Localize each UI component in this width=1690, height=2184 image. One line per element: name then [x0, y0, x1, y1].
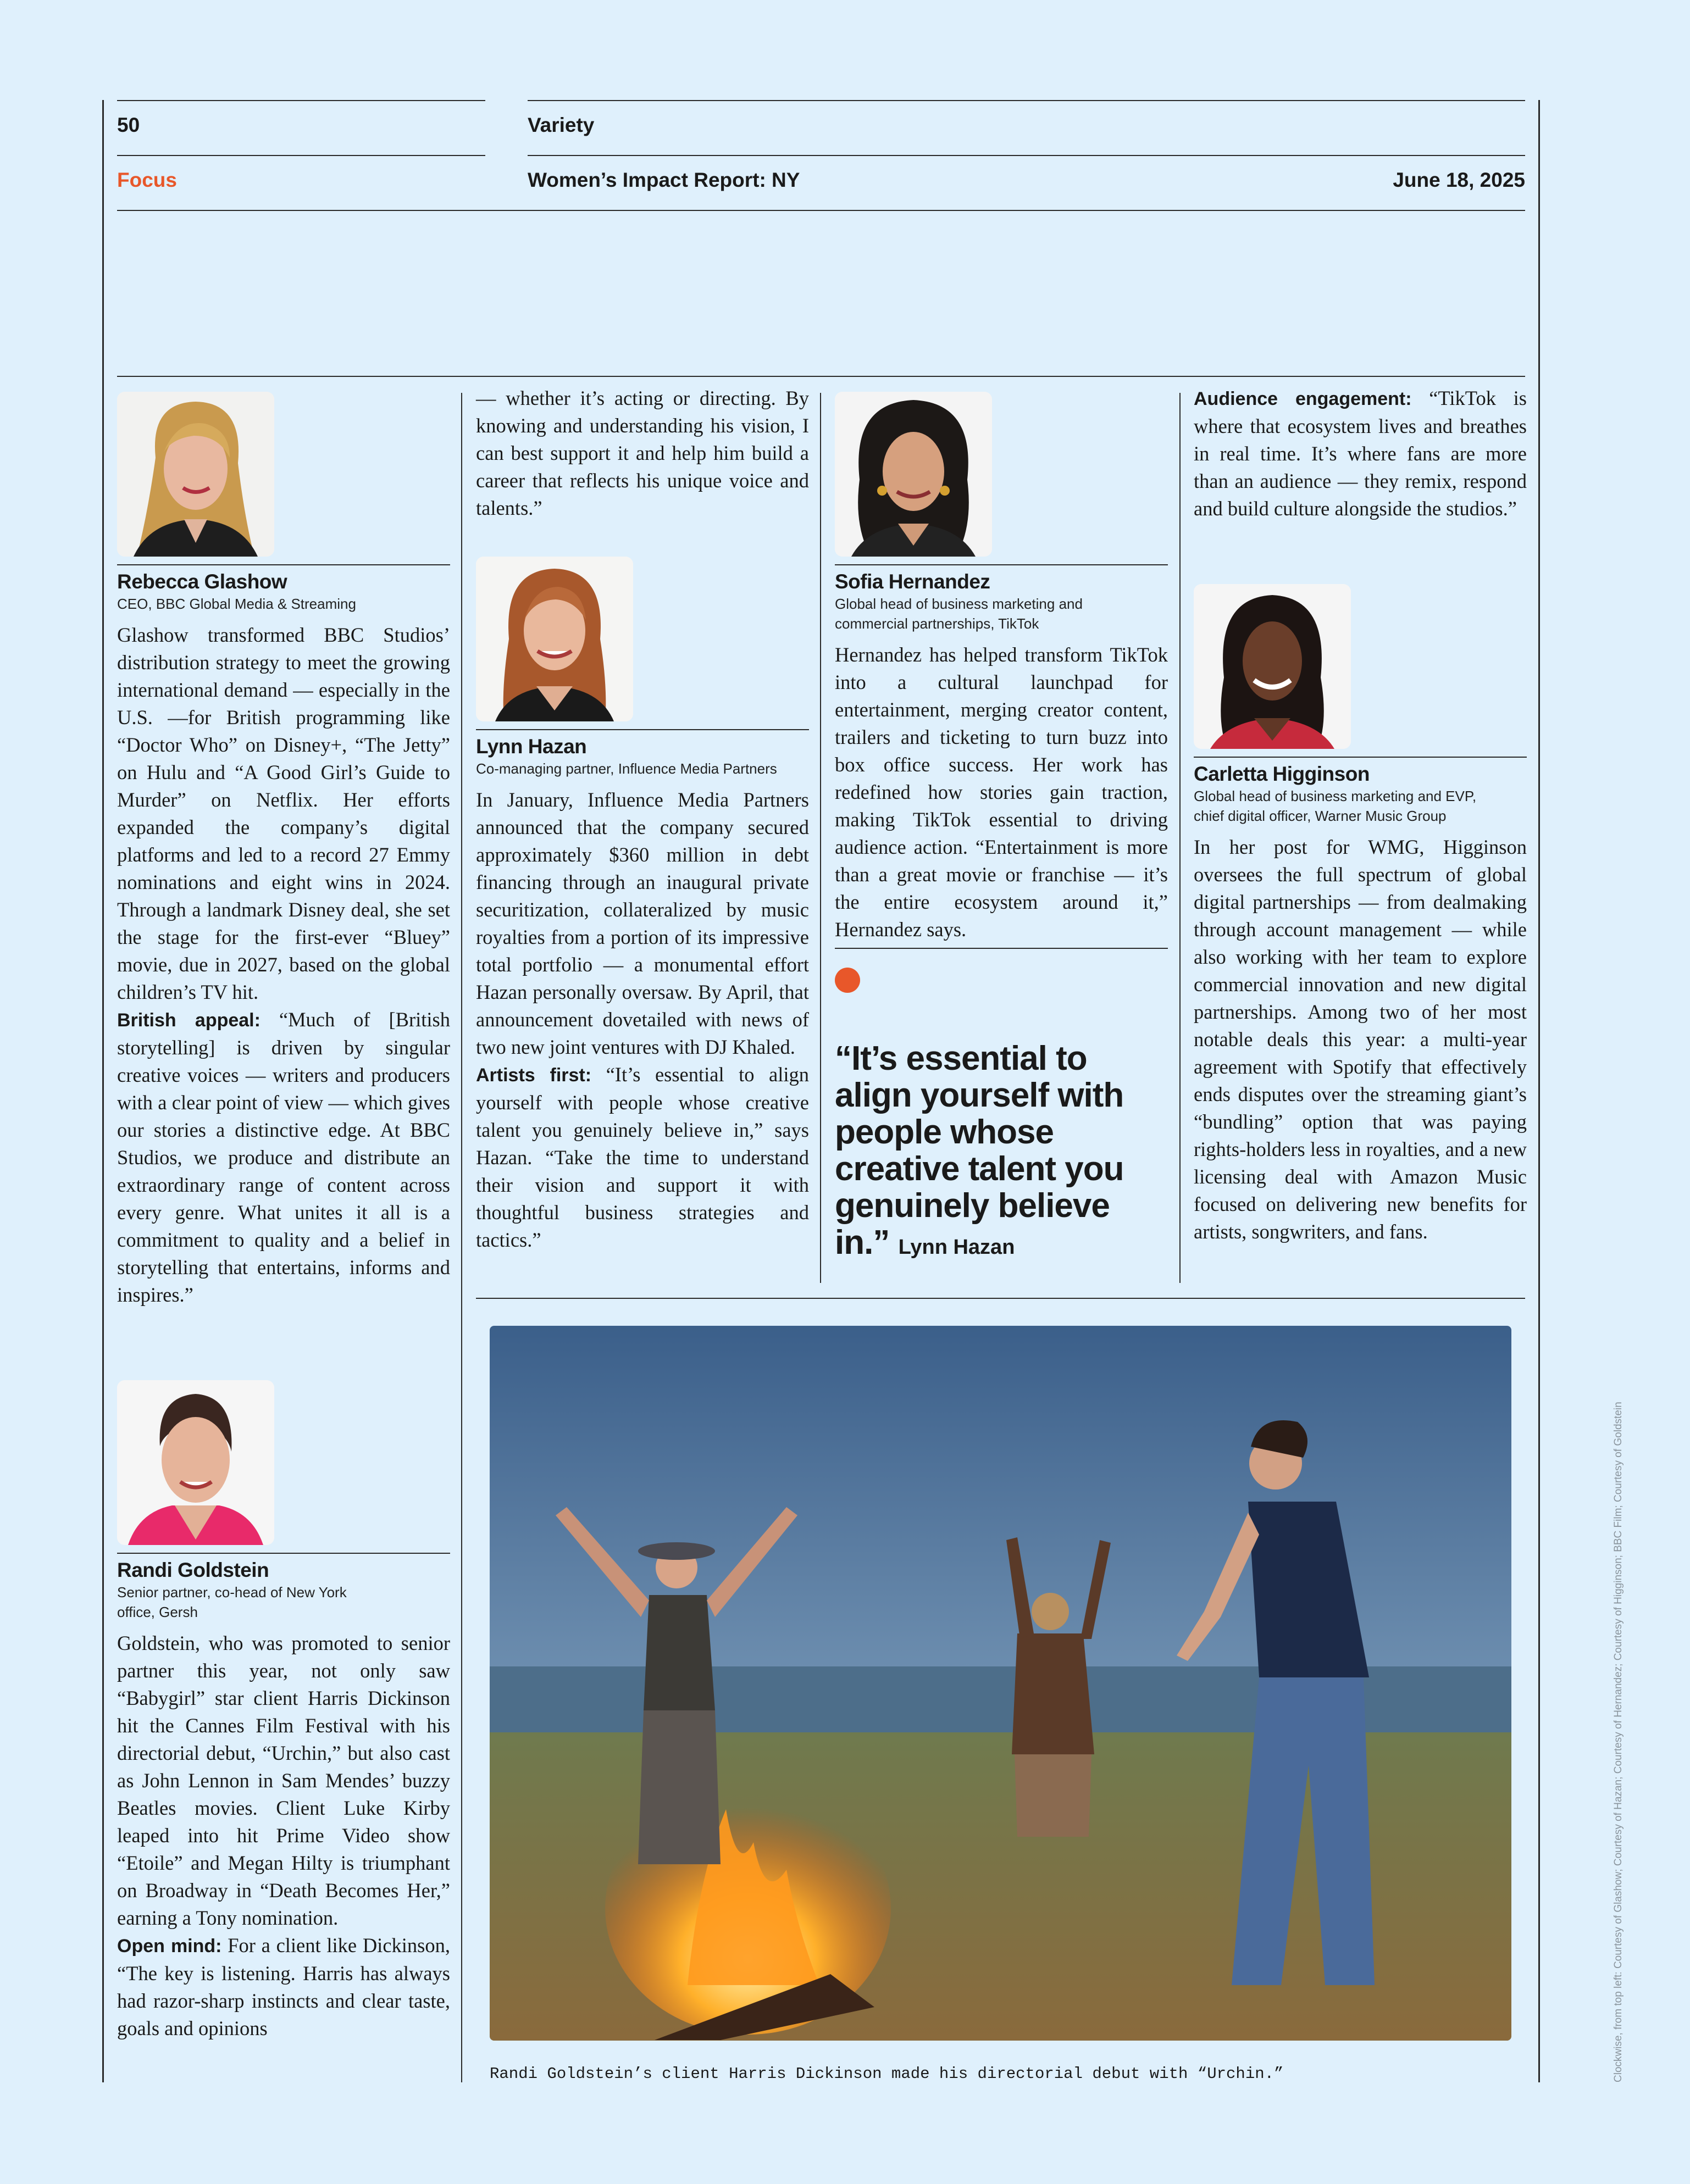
pull-quote [835, 1040, 1165, 1266]
feature-photo [490, 1326, 1511, 2041]
body-text: In January, Influence Media Partners announced that the company secured approximately $360 million in debt financing through an inaugural private securitization, collateralized by music royalties from a portion of its impressive total portfolio — a monumental effort Hazan personally oversaw. By April, that announcement dovetailed with news of two new joint ventures with DJ Khaled. [476, 788, 809, 1058]
header-top-rule-right [528, 100, 1525, 101]
profile-name: Sofia Hernandez [835, 570, 990, 593]
continuation-goldstein [476, 385, 809, 522]
profile-name: Randi Goldstein [117, 1559, 269, 1581]
header-top-rule-left [117, 100, 485, 101]
header-mid-rule-left [117, 155, 485, 156]
column-divider-2 [820, 393, 821, 1283]
quote-text: “Much of [British storytelling] is driven by singular creative voices — writers and producers with a clear point of view — which gives our stories a distinctive edge. At BBC Studios, we produce and distribute an extraordinary range of content across every genre. What unites it all is a commitment to quality and a belief in storytelling that entertains, informs and inspires.” [117, 1008, 450, 1306]
profile-body [117, 621, 450, 1309]
profile-rule [117, 564, 450, 565]
column-divider-3 [1179, 393, 1181, 1283]
lead-in: Artists first: [476, 1065, 592, 1086]
profile-goldstein [117, 1380, 450, 2042]
issue-date: June 18, 2025 [1393, 169, 1525, 191]
profile-glashow [117, 392, 450, 1309]
headshot-hernandez [835, 392, 992, 557]
continuation-text: — whether it’s acting or directing. By knowing and understanding his vision, I can best support it and help him build a career that reflects his unique voice and talents.” [476, 387, 809, 519]
headshot-glashow [117, 392, 274, 557]
profile-name: Rebecca Glashow [117, 570, 287, 593]
profile-body: Hernandez has helped transform TikTok into a cultural launchpad for entertainment, merging creator content, trailers and ticketing to turn buzz into box office success. Her work has redefined how stories gain traction, making TikTok essential to driving audience action. “Entertainment is more than a great movie or franchise — it’s the entire ecosystem around it,” Hernandez says. [835, 643, 1168, 941]
pull-quote-text: “It’s essential to align yourself with people whose creative talent you genuinely believe in.” [835, 1040, 1124, 1262]
pull-quote-attribution: Lynn Hazan [898, 1236, 1015, 1259]
profile-hazan [476, 557, 809, 1254]
quote-text: “It’s essential to align yourself with people whose creative talent you genuinely believe in,” says Hazan. “Take the time to understand their vision and support it with thoughtful business strategies and tactics.” [476, 1063, 810, 1251]
profile-body [476, 786, 809, 1254]
headshot-goldstein [117, 1380, 274, 1545]
photo-top-rule [476, 1298, 1525, 1299]
frame-left-rule [102, 100, 104, 2082]
profile-title: Global head of business marketing and EVP, chief digital officer, Warner Music Group [1194, 788, 1477, 824]
publication-name: Variety [528, 114, 595, 136]
accent-dot [835, 968, 860, 993]
frame-right-rule [1538, 100, 1540, 2082]
column-divider-1 [461, 393, 462, 2082]
lead-in: Open mind: [117, 1936, 222, 1957]
quote-text: “TikTok is where that ecosystem lives and breathes in real time. It’s where fans are more than an audience — they remix, respond and build culture alongside the studios.” [1194, 387, 1527, 520]
profile-name: Carletta Higginson [1194, 763, 1370, 785]
photo-credit: Clockwise, from top left: Courtesy of Glashow; Courtesy of Hazan; Courtesy of Hernandez; Courtesy of Higginson; BBC Film; Courtesy of Goldstein [1613, 1402, 1624, 2082]
profile-rule [1194, 757, 1527, 758]
profile-hernandez [835, 392, 1168, 1266]
headshot-higginson [1194, 584, 1351, 749]
quote-text: For a client like Dickinson, “The key is listening. Harris has always had razor-sharp instincts and clear taste, goals and opinions [117, 1934, 450, 2039]
photo-caption: Randi Goldstein’s client Harris Dickinson made his directorial debut with “Urchin.” [490, 2065, 1284, 2083]
profile-hernandez-continued [1194, 385, 1527, 523]
profile-rule [835, 564, 1168, 565]
profile-body: In her post for WMG, Higginson oversees the full spectrum of global digital partnerships — from dealmaking through account management — while also working with her team to explore commercial innovation and new digital partnerships. Among two of her most notable deals this year: a multi-year agreement with Spotify that effectively ends disputes over the streaming giant’s “bundling” option that was paying rights-holders less in royalties, and a new licensing deal with Amazon Music focused on delivering new benefits for artists, songwriters, and fans. [1194, 836, 1527, 1243]
body-text: Goldstein, who was promoted to senior partner this year, not only saw “Babygirl” star client Harris Dickinson hit the Cannes Film Festival with his directorial debut, “Urchin,” but also cast as John Lennon in Sam Mendes’ buzzy Beatles movies. Client Luke Kirby leaped into hit Prime Video show “Etoile” and Megan Hilty is triumphant on Broadway in “Death Becomes Her,” earning a Tony nomination. [117, 1632, 450, 1929]
profile-rule [476, 729, 809, 730]
profile-title: Co-managing partner, Influence Media Partners [476, 760, 777, 777]
profile-higginson [1194, 584, 1527, 1246]
profile-rule [117, 1553, 450, 1554]
body-text: Glashow transformed BBC Studios’ distribution strategy to meet the growing international demand — especially in the U.S. —for British programming like “Doctor Who” on Disney+, “The Jetty” on Hulu and “A Good Girl’s Guide to Murder” on Netflix. Her efforts expanded the company’s digital platforms and led to a record 27 Emmy nominations and eight wins in 2024. Through a landmark Disney deal, she set the stage for the first-ever “Bluey” movie, due in 2027, based on the global children’s TV hit. [117, 624, 450, 1003]
header-bottom-rule [117, 210, 1525, 211]
profile-name: Lynn Hazan [476, 735, 587, 758]
lead-in: British appeal: [117, 1010, 261, 1031]
lead-in: Audience engagement: [1194, 388, 1412, 409]
section-label: Focus [117, 169, 177, 191]
report-title: Women’s Impact Report: NY [528, 169, 800, 191]
profile-title: Global head of business marketing and commercial partnerships, TikTok [835, 596, 1083, 632]
headshot-hazan [476, 557, 633, 721]
profile-title: CEO, BBC Global Media & Streaming [117, 596, 356, 612]
profile-body [117, 1630, 450, 2042]
page-number: 50 [117, 114, 140, 136]
continuation-body [1194, 385, 1527, 523]
profile-title: Senior partner, co-head of New York office, Gersh [117, 1584, 347, 1620]
content-top-rule [117, 376, 1525, 377]
pull-quote-rule [835, 948, 1168, 949]
header-mid-rule-right [528, 155, 1525, 156]
